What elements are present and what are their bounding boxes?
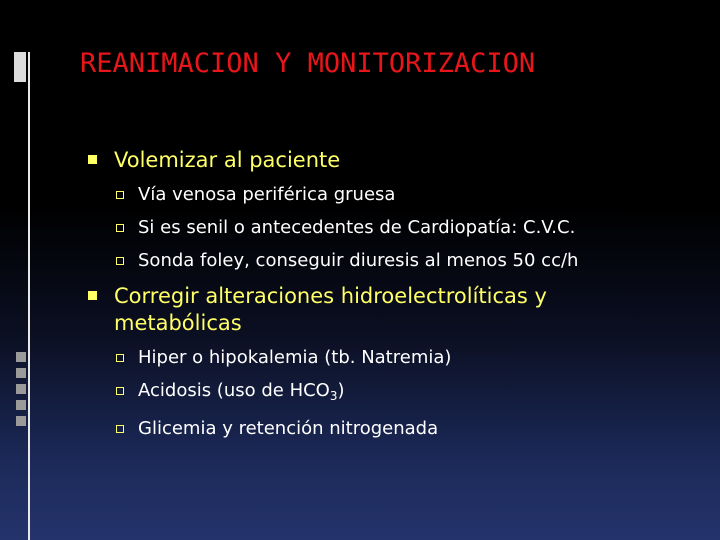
side-mark	[16, 352, 26, 362]
subscript: 3	[329, 389, 338, 403]
left-vertical-rule	[28, 52, 30, 540]
hollow-square-bullet-icon	[116, 224, 124, 232]
list-item-text-end: )	[337, 380, 345, 401]
list-item-text-main: Acidosis (uso de HCO	[138, 380, 330, 401]
list-item-text: Glicemia y retención nitrogenada	[138, 418, 439, 439]
square-bullet-icon	[88, 155, 97, 164]
slide-title: REANIMACION Y MONITORIZACION	[80, 48, 536, 79]
side-mark	[16, 416, 26, 426]
side-mark	[16, 384, 26, 394]
square-bullet-icon	[88, 291, 97, 300]
list-item	[112, 250, 680, 272]
list-item	[112, 418, 680, 440]
hollow-square-bullet-icon	[116, 387, 124, 395]
list-item-text	[138, 380, 345, 401]
list-item-text: Hiper o hipokalemia (tb. Natremia)	[138, 347, 452, 368]
slide-content	[88, 147, 680, 451]
section-heading-text: Corregir alteraciones hidroelectrolíticas y metabólicas	[114, 284, 547, 335]
list-item-text: Vía venosa periférica gruesa	[138, 184, 396, 205]
hollow-square-bullet-icon	[116, 354, 124, 362]
list-item-text: Si es senil o antecedentes de Cardiopatía: C.V.C.	[138, 217, 576, 238]
hollow-square-bullet-icon	[116, 425, 124, 433]
list-item	[112, 380, 680, 407]
section-heading-text: Volemizar al paciente	[114, 148, 341, 172]
hollow-square-bullet-icon	[116, 257, 124, 265]
list-item	[112, 184, 680, 206]
side-mark	[16, 368, 26, 378]
list-item-text: Sonda foley, conseguir diuresis al menos 50 cc/h	[138, 250, 579, 271]
section-heading	[88, 283, 680, 337]
list-item	[112, 347, 680, 369]
title-accent-bar	[14, 52, 26, 82]
side-decoration	[16, 352, 26, 432]
side-mark	[16, 400, 26, 410]
section-heading	[88, 147, 680, 174]
list-item	[112, 217, 680, 239]
hollow-square-bullet-icon	[116, 191, 124, 199]
